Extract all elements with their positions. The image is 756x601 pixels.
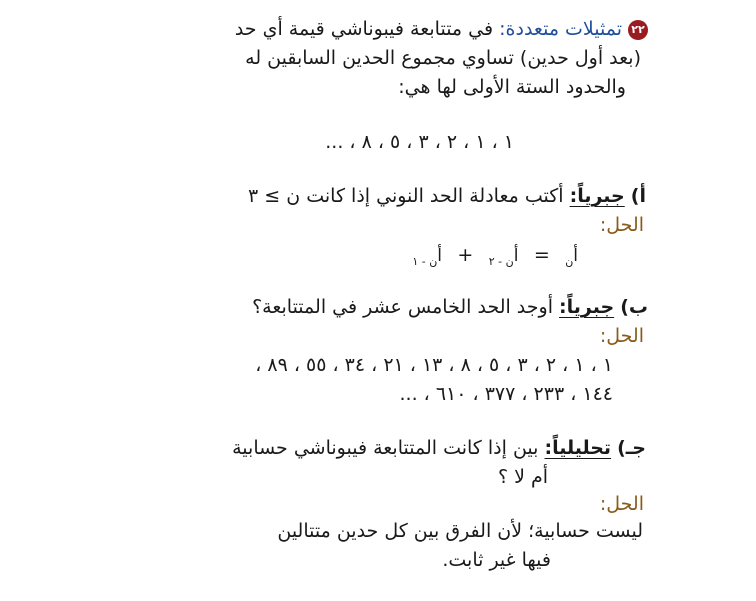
part-c-question-line-2: أم لا ؟: [497, 466, 548, 488]
problem-number-badge: ٢٢: [628, 20, 648, 40]
formula-term-1: أ$_{ن - ٢}$: [488, 246, 519, 268]
part-b-letter: ب): [620, 296, 648, 318]
part-b-solution-label: الحل:: [599, 325, 644, 347]
sequence-text: ١ ، ١ ، ٢ ، ٣ ، ٥ ، ٨ ، ...: [325, 131, 514, 153]
formula-equals: =: [533, 244, 550, 266]
problem-title: تمثيلات متعددة:: [499, 18, 622, 40]
part-c-answer-line-1: ليست حسابية؛ لأن الفرق بين كل حدين متتالين: [277, 520, 643, 542]
problem-line-1: [235, 18, 648, 41]
part-a-letter: أ): [630, 185, 646, 207]
formula-lhs: أ$_ن$: [565, 246, 578, 268]
part-c-letter: جـ): [617, 437, 646, 459]
part-c-answer-line-2: فيها غير ثابت.: [442, 549, 551, 571]
part-c-question-line-1: [232, 437, 646, 460]
problem-line-1-text: في متتابعة فيبوناشي قيمة أي حد: [234, 18, 494, 40]
part-a-question-text: أكتب معادلة الحد النوني إذا كانت ن ≥ ٣: [248, 185, 564, 207]
formula-plus: +: [457, 244, 474, 266]
part-a-formula: [412, 244, 578, 268]
part-b-label: جبرياً:: [559, 296, 615, 318]
part-b-question-text: أوجد الحد الخامس عشر في المتتابعة؟: [252, 296, 553, 318]
part-a-solution-label: الحل:: [599, 214, 644, 236]
part-a-label: جبرياً:: [569, 185, 625, 207]
part-b-question: [252, 296, 648, 319]
part-a-question: [248, 185, 646, 208]
part-b-answer-line-1: ١ ، ١ ، ٢ ، ٣ ، ٥ ، ٨ ، ١٣ ، ٢١ ، ٣٤ ، ٥٥ ، ٨٩ ،: [255, 354, 613, 376]
part-c-question-text: بين إذا كانت المتتابعة فيبوناشي حسابية: [232, 437, 539, 459]
part-c-solution-label: الحل:: [599, 493, 644, 515]
part-c-label: تحليلياً:: [544, 437, 612, 459]
part-b-answer-line-2: ١٤٤ ، ٢٣٣ ، ٣٧٧ ، ٦١٠ ، ...: [399, 383, 613, 405]
problem-line-3: والحدود الستة الأولى لها هي:: [398, 76, 626, 98]
problem-line-2: (بعد أول حدين) تساوي مجموع الحدين السابقين له: [245, 47, 641, 69]
formula-term-2: أ$_{ن - ١}$: [412, 246, 443, 268]
